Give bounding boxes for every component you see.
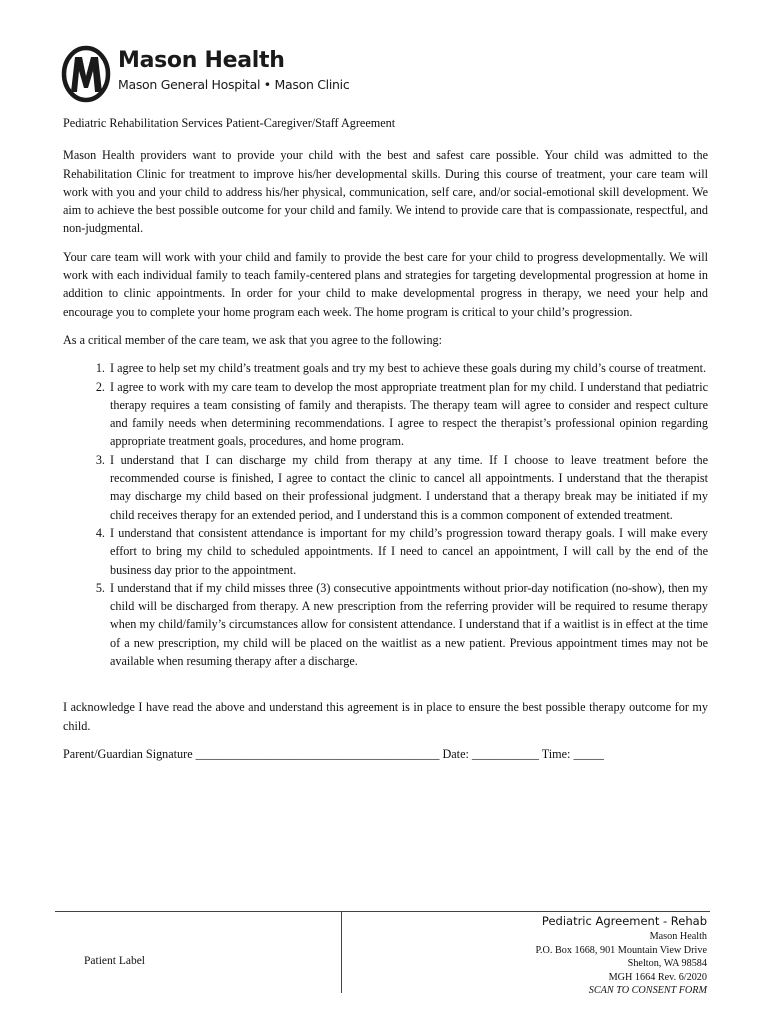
agreement-lead-in: As a critical member of the care team, we ask that you agree to the following: (63, 332, 443, 347)
intro-paragraph: Mason Health providers want to provide your child with the best and safest care possible. Your child was admitted to the Rehabilitation Clinic for treatment to improve his/her developmental skills. During this course of treatment, your care team will work with you and your child to address his/her physical, communication, self care, and/or social-emotional skill development. We aim to achieve the best possible outcome for your child and family. We intend to provide care that is compassionate, respectful, and non-judgmental. (63, 148, 708, 236)
agreement-list (63, 359, 708, 670)
signature-date-time-line[interactable]: Parent/Guardian Signature ________________________________________ Date: ___________ Time: _____ (63, 746, 604, 761)
agreement-item: 5. I understand that if my child misses three (3) consecutive appointments without prior-day notification (no-show), then my child will be discharged from therapy. A new prescription from the referring provider will be required to resume therapy when my child/family’s circumstances allow for consistent attendance. I understand that if a waitlist is in effect at the time of a new prescription, my child will be placed on the waitlist as a new patient. Previous appointment times may not be available when resuming therapy after a discharge. (108, 579, 708, 670)
agreement-item: 3. I understand that I can discharge my child from therapy at any time. If I choose to leave treatment before the recommended course is finished, I agree to contact the clinic to cancel all appointments. I understand that the therapist may discharge my child based on their professional judgment. I understand that a therapy break may be initiated if my child receives therapy for an extended period, and I understand this is a common component of extended treatment. (108, 451, 708, 524)
scan-instruction: SCAN TO CONSENT FORM (588, 985, 707, 997)
agreement-item: 1. I agree to help set my child’s treatment goals and try my best to achieve these goals during my child’s course of treatment. (108, 359, 708, 377)
footer-address: P.O. Box 1668, 901 Mountain View Drive (535, 944, 707, 956)
patient-label-area: Patient Label (84, 955, 145, 967)
document-title: Pediatric Rehabilitation Services Patient-Caregiver/Staff Agreement (63, 116, 396, 130)
mason-health-emblem-icon (60, 44, 116, 104)
footer-city: Shelton, WA 98584 (627, 958, 707, 970)
footer-org-name: Mason Health (649, 931, 707, 942)
footer-divider (55, 911, 710, 912)
brand-name: Mason Health (118, 48, 285, 73)
agreement-item: 2. I agree to work with my care team to develop the most appropriate treatment plan for my child. I understand that pediatric therapy requires a team consisting of family and therapists. The therapy team will agree to consider and respect culture and family needs when determining recommendations. I agree to respect the therapist’s professional opinion regarding appropriate treatment goals, procedures, and home program. (108, 378, 708, 451)
form-name: Pediatric Agreement - Rehab (541, 914, 707, 928)
form-number: MGH 1664 Rev. 6/2020 (608, 971, 707, 983)
brand-subtitle: Mason General Hospital • Mason Clinic (118, 77, 350, 92)
mason-health-logo (60, 44, 360, 106)
acknowledgement-paragraph: I acknowledge I have read the above and understand this agreement is in place to ensure the best possible therapy outcome for my child. (63, 700, 708, 733)
footer-vertical-divider (341, 911, 342, 993)
care-team-paragraph: Your care team will work with your child and family to provide the best care for your child to progress developmentally. We will work with each individual family to teach family-centered plans and strategies for targeting developmental progression at home in addition to clinic appointments. In order for your child to make developmental progress in therapy, we need your help and encourage you to complete your home program each week. The home program is critical to your child’s progression. (63, 249, 708, 319)
agreement-item: 4. I understand that consistent attendance is important for my child’s progression toward therapy goals. I will make every effort to bring my child to scheduled appointments. If I need to cancel an appointment, I will call by the end of the business day prior to the appointment. (108, 524, 708, 579)
document-body (63, 114, 708, 763)
footer-form-info (367, 913, 707, 998)
